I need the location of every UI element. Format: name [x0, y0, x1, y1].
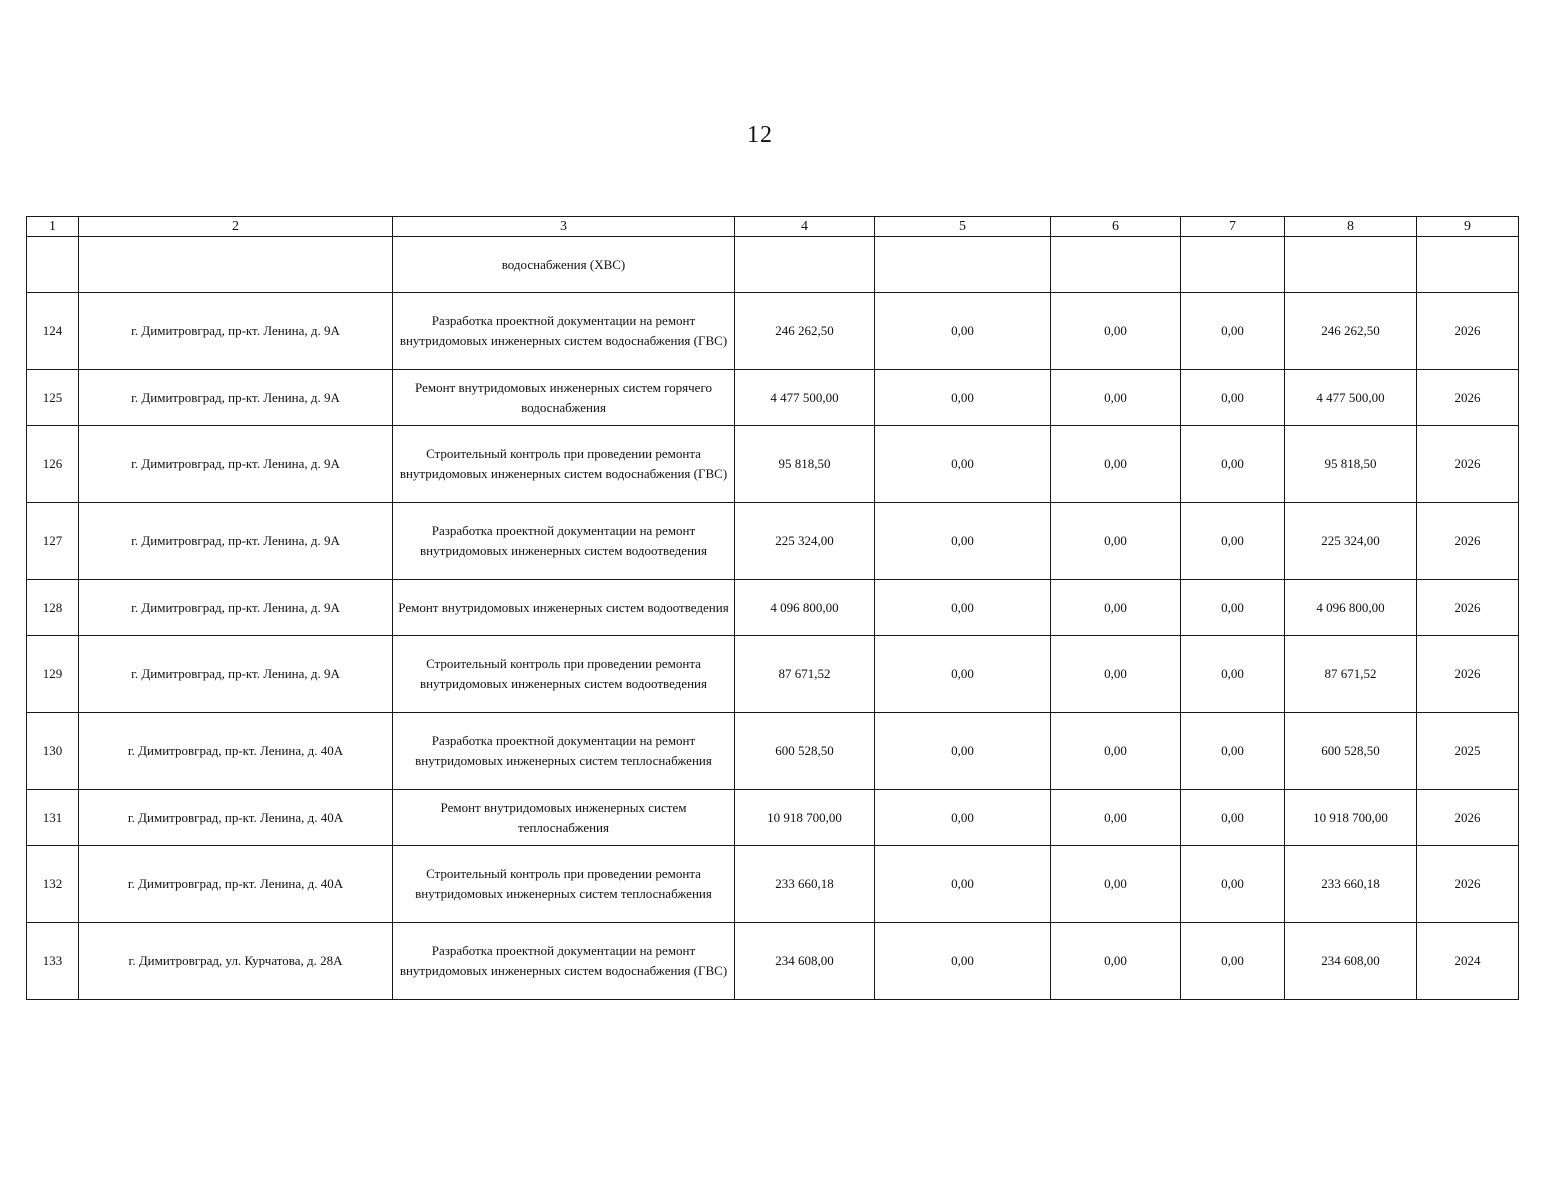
cell-col8: 246 262,50 — [1285, 293, 1417, 370]
cell-col7: 0,00 — [1181, 923, 1285, 1000]
cell-col6: 0,00 — [1051, 503, 1181, 580]
cell-col4: 233 660,18 — [735, 846, 875, 923]
cell-work: Разработка проектной документации на ремонт внутридомовых инженерных систем водоотведения — [393, 503, 735, 580]
cell-address: г. Димитровград, пр-кт. Ленина, д. 40А — [79, 846, 393, 923]
cell-col9 — [1417, 237, 1519, 293]
cell-number: 130 — [27, 713, 79, 790]
cell-address: г. Димитровград, пр-кт. Ленина, д. 9А — [79, 293, 393, 370]
cell-col6: 0,00 — [1051, 370, 1181, 426]
cell-col8: 4 477 500,00 — [1285, 370, 1417, 426]
cell-year: 2026 — [1417, 846, 1519, 923]
cell-col8: 225 324,00 — [1285, 503, 1417, 580]
cell-work-continuation: водоснабжения (ХВС) — [393, 237, 735, 293]
header-cell-5: 5 — [875, 217, 1051, 237]
header-cell-9: 9 — [1417, 217, 1519, 237]
cell-col4: 4 096 800,00 — [735, 580, 875, 636]
cell-col5: 0,00 — [875, 713, 1051, 790]
cell-col5: 0,00 — [875, 580, 1051, 636]
table-row — [27, 790, 1519, 846]
cell-col8: 95 818,50 — [1285, 426, 1417, 503]
cell-col6: 0,00 — [1051, 790, 1181, 846]
cell-year: 2024 — [1417, 923, 1519, 1000]
cell-col6: 0,00 — [1051, 426, 1181, 503]
cell-col5: 0,00 — [875, 846, 1051, 923]
header-cell-3: 3 — [393, 217, 735, 237]
cell-col4: 10 918 700,00 — [735, 790, 875, 846]
cell-address: г. Димитровград, ул. Курчатова, д. 28А — [79, 923, 393, 1000]
table-row — [27, 580, 1519, 636]
cell-work: Строительный контроль при проведении ремонта внутридомовых инженерных систем водоснабжения (ГВС) — [393, 426, 735, 503]
cell-col7: 0,00 — [1181, 580, 1285, 636]
cell-year: 2026 — [1417, 790, 1519, 846]
cell-work: Ремонт внутридомовых инженерных систем теплоснабжения — [393, 790, 735, 846]
cell-year: 2026 — [1417, 636, 1519, 713]
cell-number: 125 — [27, 370, 79, 426]
cell-year: 2026 — [1417, 370, 1519, 426]
cell-col7: 0,00 — [1181, 503, 1285, 580]
cell-col5: 0,00 — [875, 426, 1051, 503]
cell-col7: 0,00 — [1181, 790, 1285, 846]
cell-col4: 246 262,50 — [735, 293, 875, 370]
cell-number: 129 — [27, 636, 79, 713]
cell-number: 126 — [27, 426, 79, 503]
cell-col7: 0,00 — [1181, 846, 1285, 923]
header-cell-7: 7 — [1181, 217, 1285, 237]
cell-year: 2026 — [1417, 580, 1519, 636]
cell-col4: 87 671,52 — [735, 636, 875, 713]
cell-address: г. Димитровград, пр-кт. Ленина, д. 9А — [79, 426, 393, 503]
cell-address: г. Димитровград, пр-кт. Ленина, д. 9А — [79, 503, 393, 580]
cell-work: Разработка проектной документации на ремонт внутридомовых инженерных систем водоснабжения (ГВС) — [393, 923, 735, 1000]
cell-col5: 0,00 — [875, 503, 1051, 580]
cell-col4: 225 324,00 — [735, 503, 875, 580]
cell-col7: 0,00 — [1181, 713, 1285, 790]
cell-number: 132 — [27, 846, 79, 923]
cell-year: 2025 — [1417, 713, 1519, 790]
cell-col4: 4 477 500,00 — [735, 370, 875, 426]
cell-col7: 0,00 — [1181, 370, 1285, 426]
header-cell-2: 2 — [79, 217, 393, 237]
cell-col5: 0,00 — [875, 636, 1051, 713]
cell-col7 — [1181, 237, 1285, 293]
header-cell-6: 6 — [1051, 217, 1181, 237]
cell-number: 131 — [27, 790, 79, 846]
cell-col5 — [875, 237, 1051, 293]
cell-number — [27, 237, 79, 293]
table-row — [27, 426, 1519, 503]
cell-address: г. Димитровград, пр-кт. Ленина, д. 9А — [79, 370, 393, 426]
header-row — [27, 217, 1519, 237]
table-row — [27, 503, 1519, 580]
cell-year: 2026 — [1417, 426, 1519, 503]
cell-col7: 0,00 — [1181, 293, 1285, 370]
cell-col6: 0,00 — [1051, 580, 1181, 636]
cell-col5: 0,00 — [875, 790, 1051, 846]
table-row — [27, 293, 1519, 370]
cell-number: 128 — [27, 580, 79, 636]
table-row — [27, 636, 1519, 713]
cell-address — [79, 237, 393, 293]
cell-number: 124 — [27, 293, 79, 370]
cell-col6: 0,00 — [1051, 636, 1181, 713]
works-table — [26, 216, 1519, 1000]
cell-col6: 0,00 — [1051, 713, 1181, 790]
continuation-row — [27, 237, 1519, 293]
header-cell-4: 4 — [735, 217, 875, 237]
cell-number: 133 — [27, 923, 79, 1000]
cell-address: г. Димитровград, пр-кт. Ленина, д. 9А — [79, 636, 393, 713]
cell-col7: 0,00 — [1181, 426, 1285, 503]
cell-col6: 0,00 — [1051, 846, 1181, 923]
cell-col6: 0,00 — [1051, 923, 1181, 1000]
cell-col8: 233 660,18 — [1285, 846, 1417, 923]
cell-work: Строительный контроль при проведении ремонта внутридомовых инженерных систем водоотведения — [393, 636, 735, 713]
cell-col5: 0,00 — [875, 370, 1051, 426]
cell-col5: 0,00 — [875, 293, 1051, 370]
header-cell-8: 8 — [1285, 217, 1417, 237]
cell-address: г. Димитровград, пр-кт. Ленина, д. 40А — [79, 790, 393, 846]
cell-col5: 0,00 — [875, 923, 1051, 1000]
table-row — [27, 370, 1519, 426]
page-number: 12 — [747, 122, 773, 148]
cell-year: 2026 — [1417, 503, 1519, 580]
cell-col4: 600 528,50 — [735, 713, 875, 790]
cell-col7: 0,00 — [1181, 636, 1285, 713]
cell-col8: 87 671,52 — [1285, 636, 1417, 713]
cell-address: г. Димитровград, пр-кт. Ленина, д. 40А — [79, 713, 393, 790]
cell-work: Ремонт внутридомовых инженерных систем водоотведения — [393, 580, 735, 636]
table-row — [27, 713, 1519, 790]
cell-work: Разработка проектной документации на ремонт внутридомовых инженерных систем водоснабжения (ГВС) — [393, 293, 735, 370]
cell-work: Ремонт внутридомовых инженерных систем горячего водоснабжения — [393, 370, 735, 426]
cell-number: 127 — [27, 503, 79, 580]
cell-col6 — [1051, 237, 1181, 293]
cell-work: Разработка проектной документации на ремонт внутридомовых инженерных систем теплоснабжения — [393, 713, 735, 790]
cell-col8: 234 608,00 — [1285, 923, 1417, 1000]
cell-col8: 4 096 800,00 — [1285, 580, 1417, 636]
cell-col8 — [1285, 237, 1417, 293]
cell-col4: 95 818,50 — [735, 426, 875, 503]
cell-year: 2026 — [1417, 293, 1519, 370]
table-row — [27, 846, 1519, 923]
header-cell-1: 1 — [27, 217, 79, 237]
cell-col4: 234 608,00 — [735, 923, 875, 1000]
cell-col6: 0,00 — [1051, 293, 1181, 370]
table-row — [27, 923, 1519, 1000]
cell-col8: 600 528,50 — [1285, 713, 1417, 790]
cell-work: Строительный контроль при проведении ремонта внутридомовых инженерных систем теплоснабжения — [393, 846, 735, 923]
cell-col8: 10 918 700,00 — [1285, 790, 1417, 846]
cell-address: г. Димитровград, пр-кт. Ленина, д. 9А — [79, 580, 393, 636]
cell-col4 — [735, 237, 875, 293]
